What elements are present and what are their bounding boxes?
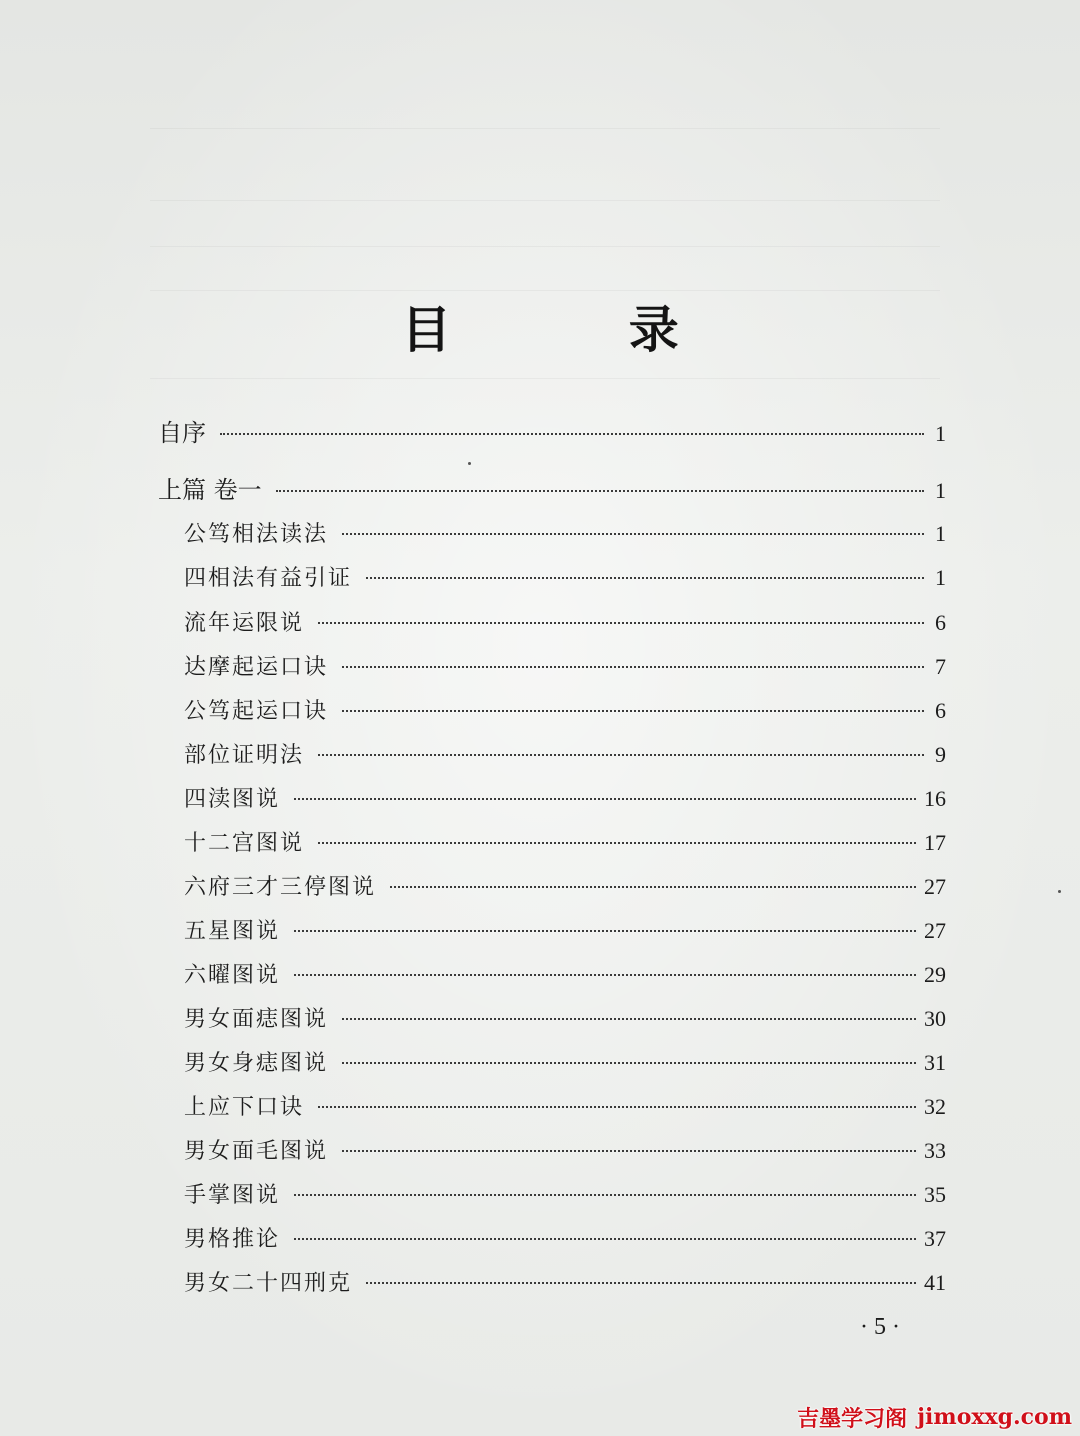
toc-entry-label: 四相法有益引证	[184, 566, 353, 591]
dot-leader	[294, 930, 916, 932]
toc-entry-label: 四渎图说	[184, 787, 281, 812]
toc-entry-label: 上应下口诀	[184, 1095, 305, 1120]
toc-entry	[184, 693, 946, 729]
toc-entry-label: 男格推论	[184, 1227, 281, 1252]
toc-entry-page: 29	[924, 962, 946, 987]
page-title: 目 录	[401, 301, 759, 359]
toc-entry-label: 五星图说	[184, 919, 281, 944]
toc-entry-page: 32	[924, 1094, 946, 1119]
toc-entry-label: 公笃起运口诀	[184, 699, 329, 724]
toc-entry-label: 部位证明法	[184, 743, 305, 768]
toc-entry-label: 流年运限说	[184, 611, 305, 636]
dot-leader	[342, 710, 924, 712]
toc-entry	[184, 869, 946, 905]
dot-leader	[318, 754, 924, 756]
toc-entry	[184, 649, 946, 685]
dot-leader	[318, 622, 924, 624]
toc-entry	[184, 560, 946, 596]
dot-leader	[342, 533, 924, 535]
toc-entry-page: 1	[935, 565, 946, 590]
toc-entry-label: 上篇 卷一	[158, 476, 262, 504]
toc-entry-page: 16	[924, 786, 946, 811]
toc-entry-label: 男女面痣图说	[184, 1007, 329, 1032]
toc-entry-page: 33	[924, 1138, 946, 1163]
watermark-site-name: 吉墨学习阁	[797, 1406, 908, 1432]
toc-entry	[158, 472, 946, 508]
toc-entry-label: 自序	[158, 419, 206, 447]
paper-speck	[468, 462, 471, 465]
watermark-url: jimoxxg.com	[917, 1404, 1072, 1430]
dot-leader	[294, 1238, 916, 1240]
toc-entry	[158, 415, 946, 451]
dot-leader	[342, 666, 924, 668]
dot-leader	[294, 1194, 916, 1196]
dot-leader	[342, 1018, 916, 1020]
toc-entry	[184, 781, 946, 817]
toc-entry	[184, 1045, 946, 1081]
toc-entry	[184, 1001, 946, 1037]
toc-entry-label: 公笃相法读法	[184, 522, 329, 547]
dot-leader	[366, 1282, 916, 1284]
toc-entry-page: 6	[935, 610, 946, 635]
dot-leader	[318, 842, 916, 844]
toc-entry-page: 30	[924, 1006, 946, 1031]
toc-entry-label: 男女面毛图说	[184, 1139, 329, 1164]
toc-entry-page: 7	[935, 654, 946, 679]
paper-speck	[1058, 890, 1061, 893]
toc-entry-page: 31	[924, 1050, 946, 1075]
toc-entry-page: 17	[924, 830, 946, 855]
toc-entry-page: 6	[935, 698, 946, 723]
toc-entry-page: 27	[924, 918, 946, 943]
toc-entry	[184, 737, 946, 773]
show-through-line	[150, 378, 940, 379]
toc-entry-label: 达摩起运口诀	[184, 655, 329, 680]
dot-leader	[342, 1150, 916, 1152]
toc-entry-label: 十二宫图说	[184, 831, 305, 856]
toc-entry-page: 1	[935, 478, 946, 503]
toc-entry	[184, 1265, 946, 1301]
toc-entry-label: 六曜图说	[184, 963, 281, 988]
dot-leader	[342, 1062, 916, 1064]
toc-entry-page: 27	[924, 874, 946, 899]
toc-entry	[184, 1133, 946, 1169]
dot-leader	[366, 577, 924, 579]
toc-entry	[184, 1177, 946, 1213]
toc-entry-page: 1	[935, 521, 946, 546]
toc-entry	[184, 913, 946, 949]
toc-entry	[184, 605, 946, 641]
show-through-line	[150, 200, 940, 201]
dot-leader	[318, 1106, 916, 1108]
toc-entry	[184, 1221, 946, 1257]
dot-leader	[294, 798, 916, 800]
page-number: · 5 ·	[860, 1314, 900, 1340]
dot-leader	[390, 886, 916, 888]
dot-leader	[220, 433, 924, 435]
toc-entry	[184, 1089, 946, 1125]
toc-entry-page: 9	[935, 742, 946, 767]
watermark	[797, 1402, 1072, 1432]
toc-entry-label: 手掌图说	[184, 1183, 281, 1208]
toc-entry	[184, 957, 946, 993]
show-through-line	[150, 128, 940, 129]
dot-leader	[294, 974, 916, 976]
dot-leader	[276, 490, 924, 492]
toc-entry-page: 35	[924, 1182, 946, 1207]
toc-entry-label: 男女二十四刑克	[184, 1271, 353, 1296]
toc-entry-label: 男女身痣图说	[184, 1051, 329, 1076]
toc-entry-page: 41	[924, 1270, 946, 1295]
show-through-line	[150, 246, 940, 247]
toc-entry-page: 1	[935, 421, 946, 446]
toc-entry-page: 37	[924, 1226, 946, 1251]
toc-entry	[184, 825, 946, 861]
toc-entry	[184, 516, 946, 552]
toc-entry-label: 六府三才三停图说	[184, 875, 377, 900]
